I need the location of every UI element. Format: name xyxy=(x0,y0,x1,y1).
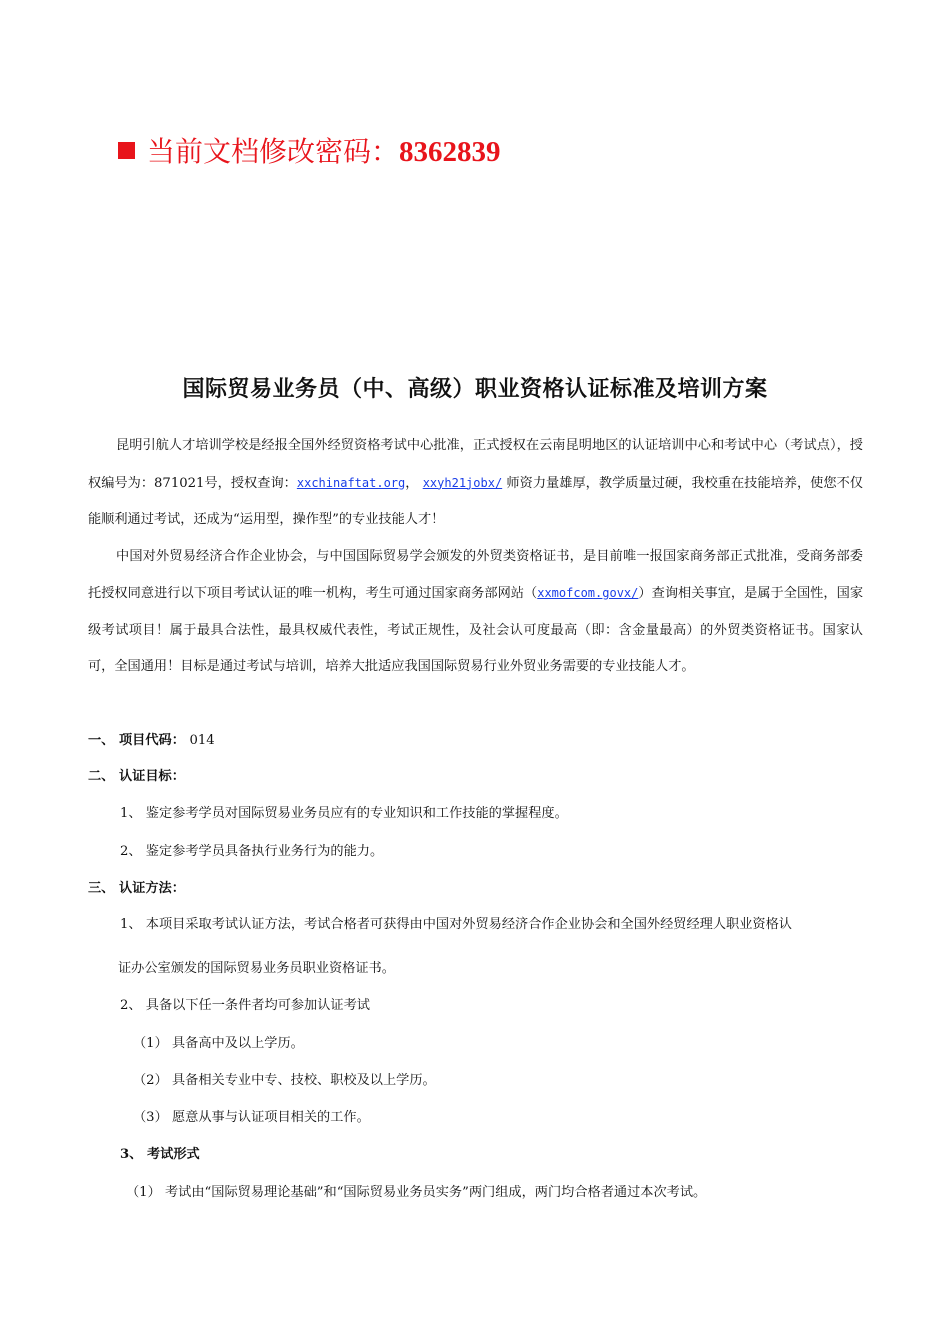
link-xxchinaftat[interactable]: xxchinaftat.org xyxy=(296,475,406,490)
intro-p2-text-a: 中国对外贸易经济合作企业协会，与中国国际贸易学会颁发的外贸类资格证书，是目前唯一报国家商务部正式批准，受商务部委托授权同意进行以下项目考试认证的唯一机构，考生可通过国家商务部网站（ xyxy=(88,548,863,601)
section-3-item-1-line-2: 证办公室颁发的国际贸易业务员职业资格证书。 xyxy=(118,961,395,976)
section-3-item-2: 2、 具备以下任一条件者均可参加认证考试 xyxy=(120,998,370,1013)
password-label: 当前文档修改密码： xyxy=(147,135,400,168)
link-separator: ， xyxy=(405,475,423,491)
section-2-item-1: 1、 鉴定参考学员对国际贸易业务员应有的专业知识和工作技能的掌握程度。 xyxy=(120,806,568,821)
password-code: 8362839 xyxy=(399,136,501,168)
intro-section xyxy=(88,428,863,686)
link-xxyh21jobx[interactable]: xxyh21jobx/ xyxy=(422,475,503,490)
section-2-item-2: 2、 鉴定参考学员具备执行业务行为的能力。 xyxy=(120,844,384,859)
password-notice xyxy=(118,130,501,170)
document-title: 国际贸易业务员（中、高级）职业资格认证标准及培训方案 xyxy=(182,377,768,402)
section-3-item-1-line-1: 1、 本项目采取考试认证方法，考试合格者可获得由中国对外贸易经济合作企业协会和全国外经贸经理人职业资格认 xyxy=(120,917,792,932)
condition-1: （1） 具备高中及以上学历。 xyxy=(133,1036,304,1051)
intro-p1-text-a: 昆明引航人才培训学校是经报全国外经贸资格考试中心批准，正式授权在云南昆明地区的认证培训中心和考试中心（考试点），授权编号为：871021号，授权查询： xyxy=(88,438,863,491)
section-3-heading: 三、 认证方法： xyxy=(88,881,185,896)
exam-format-1: （1） 考试由“国际贸易理论基础”和“国际贸易业务员实务”两门组成，两门均合格者通过本次考试。 xyxy=(126,1185,707,1200)
project-code-value: 014 xyxy=(189,733,215,748)
section-2-heading: 二、 认证目标： xyxy=(88,769,185,784)
section-3-item-3: 3、 考试形式 xyxy=(120,1147,200,1162)
intro-p2-text-b: ）查询相关事宜，是属于全国性，国家级考试项目！属于最具合法性，最具权威代表性，考试正规性，及社会认可度最高（即：含金量最高）的外贸类资格证书。国家认可，全国通用！目标是通过考试与培训，培养大批适应我国国际贸易行业外贸业务需要的专业技能人才。 xyxy=(88,586,864,674)
condition-2: （2） 具备相关专业中专、技校、职校及以上学历。 xyxy=(133,1073,436,1088)
condition-3: （3） 愿意从事与认证项目相关的工作。 xyxy=(133,1110,370,1125)
red-square-bullet-icon xyxy=(118,142,135,159)
intro-p1-text-b: 师资力量雄厚，教学质量过硬，我校重在技能培养，使您不仅能顺利通过考试，还成为“运用型，操作型”的专业技能人才！ xyxy=(88,475,863,527)
section-1-heading xyxy=(88,729,215,748)
link-xxmofcom[interactable]: xxmofcom.govx/ xyxy=(537,586,639,600)
intro-paragraph-2 xyxy=(88,539,863,686)
section-1-label: 一、 项目代码： xyxy=(88,733,185,748)
intro-paragraph-1 xyxy=(88,428,863,539)
